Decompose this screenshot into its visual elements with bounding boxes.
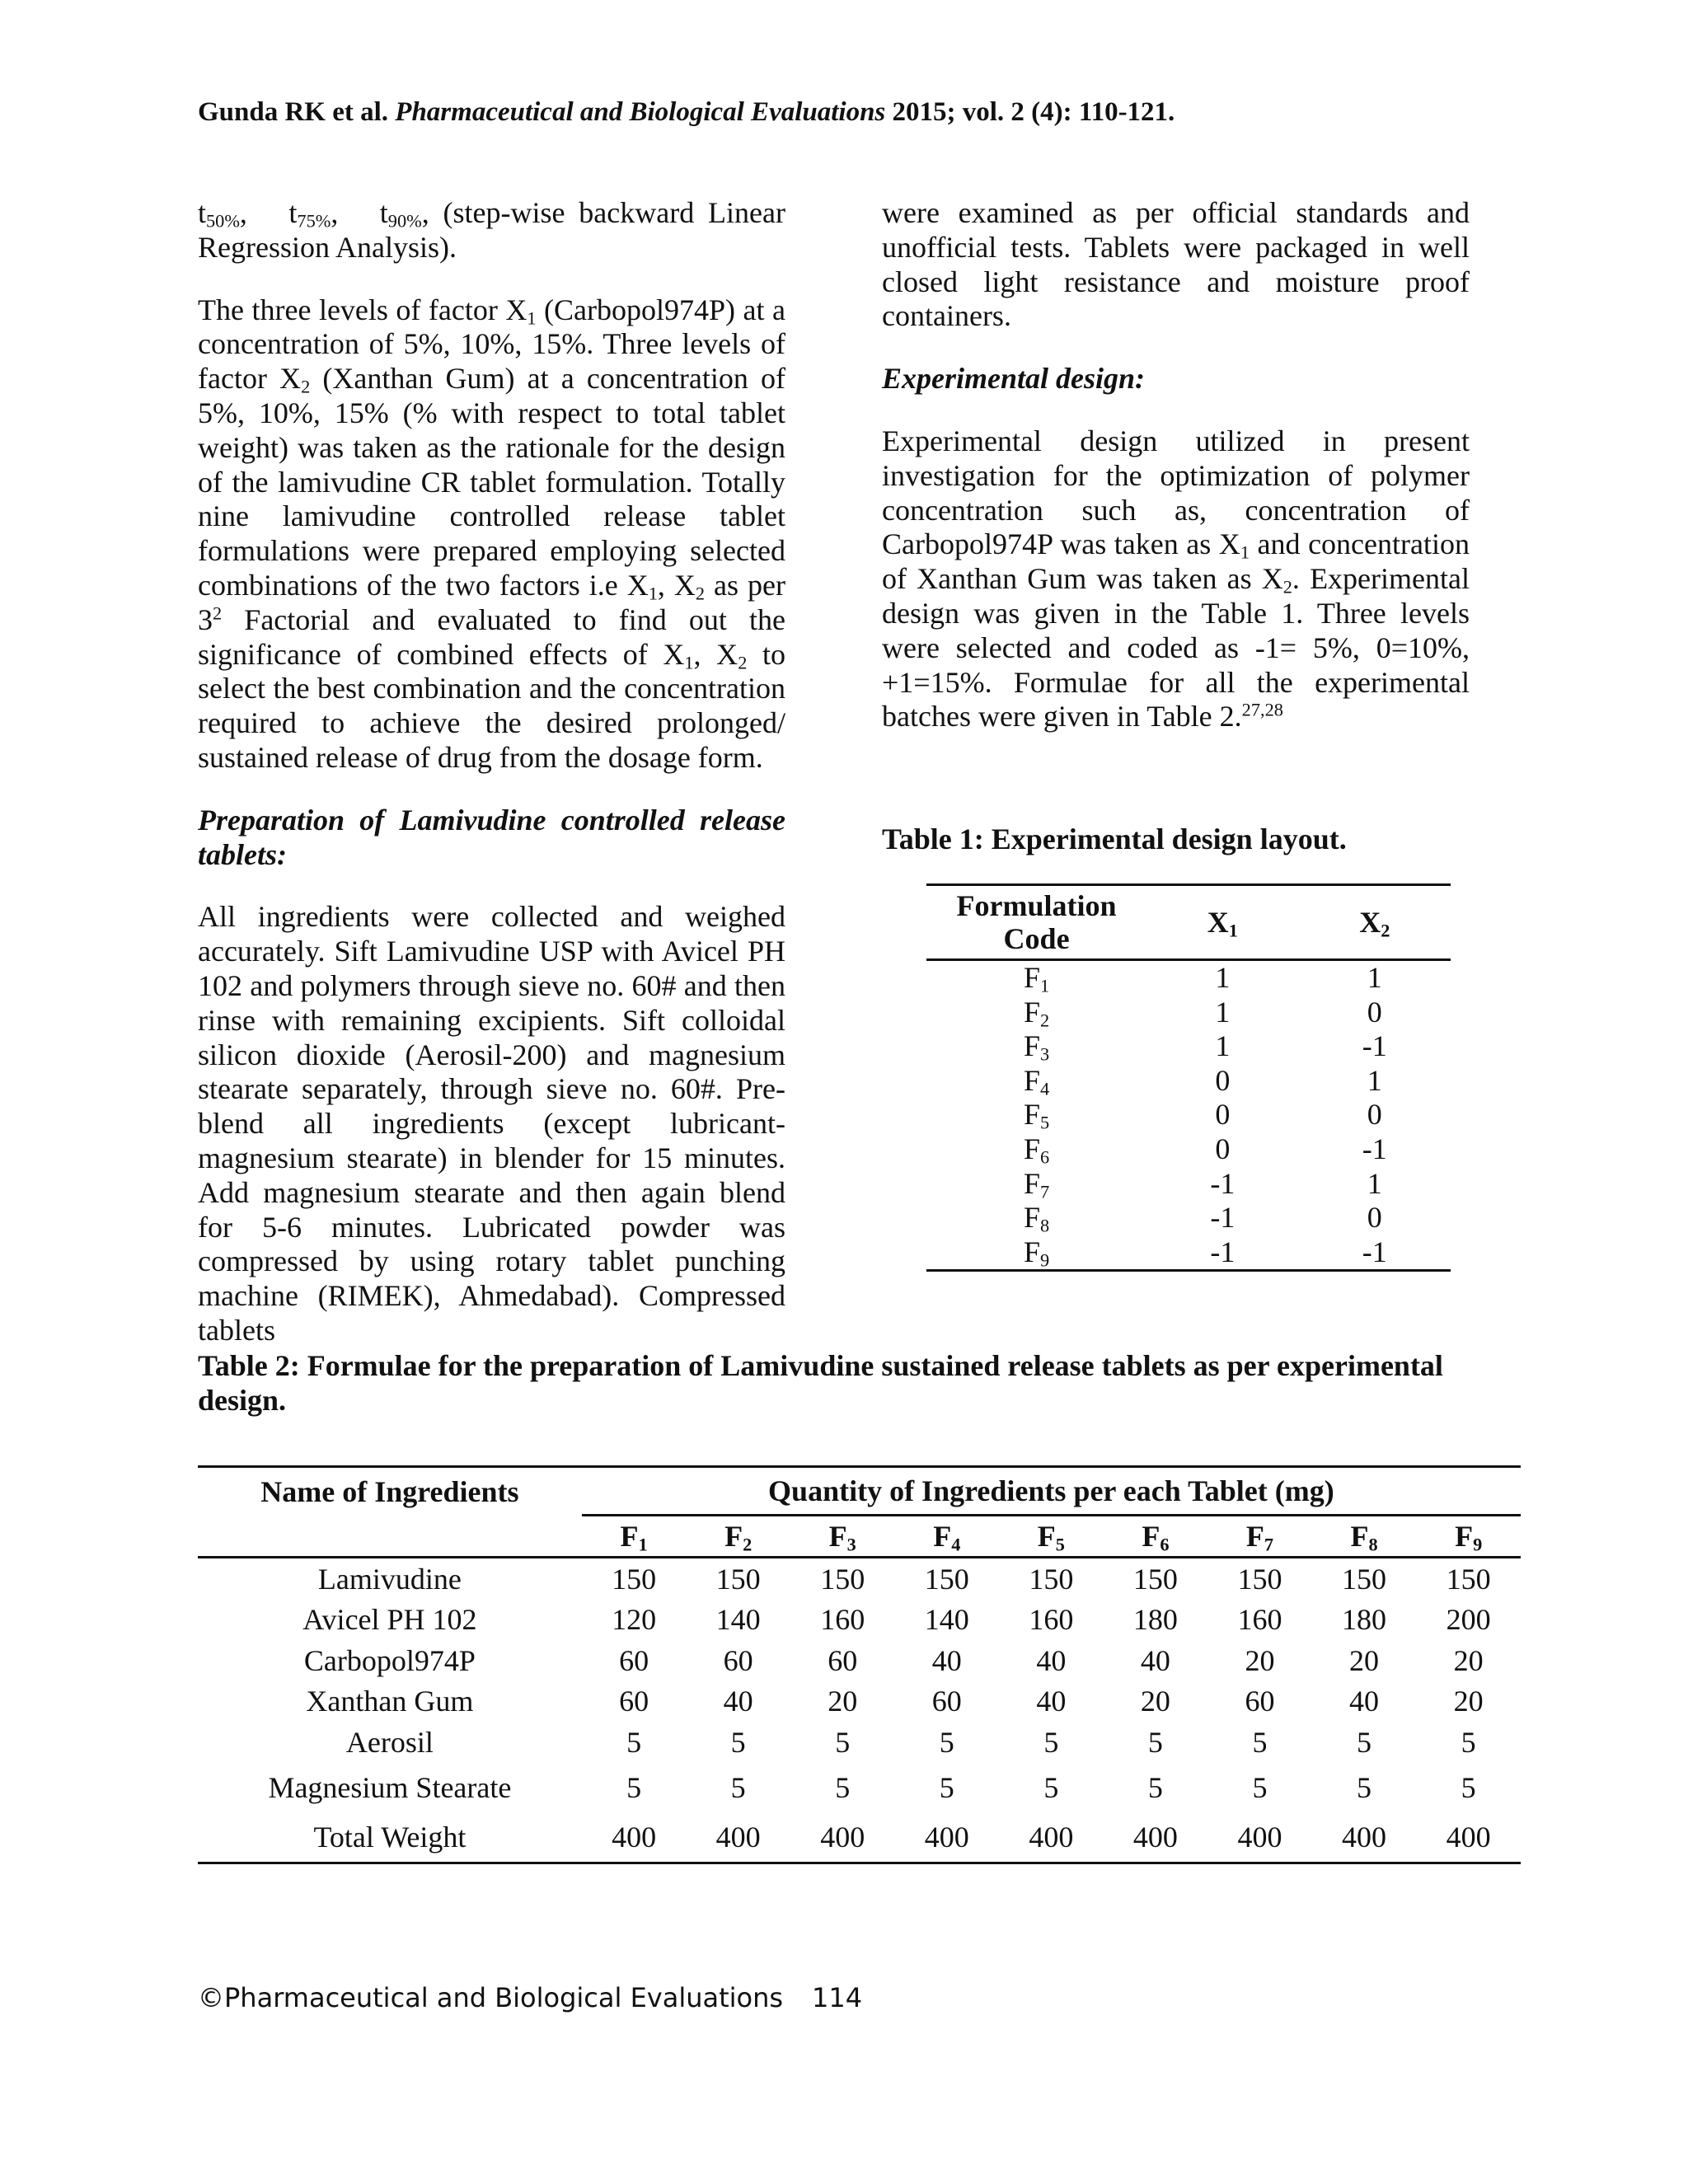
table2-cell-quantity: 150: [820, 1562, 865, 1596]
table1-cell-x1: 1: [1215, 1029, 1231, 1063]
paragraph-factor-levels: The three levels of factor $X_1$ (Carbopol974P) at a concentration of 5%, 10%, 15%. Three levels of factor $X_2$ (Xanthan Gum) at a concentration of 5%, 10%, 15% (% with respect to total tablet weight) was taken as the rationale for the design of the lamivudine CR tablet formulation. Totally nine lamivudine controlled release tablet formulations were prepared employing selected combinations of the two factors i.e $X_1$, $X_2$ as per $3^2$ Factorial and evaluated to find out the significance of combined effects of $X_1$, $X_2$ to select the best combination and the concentration required to achieve the desired prolonged/ sustained release of drug from the dosage form.: [198, 293, 786, 774]
table2-cell-quantity: 400: [612, 1820, 657, 1854]
table2-cell-ingredient: Carbopol974P: [303, 1643, 476, 1677]
table1-cell-x1: 1: [1215, 995, 1231, 1029]
table2-formulae: [198, 1465, 1521, 1864]
table2-cell-quantity: 150: [1342, 1562, 1387, 1596]
table2-row: [198, 1600, 1521, 1641]
header-journal: Pharmaceutical and Biological Evaluations: [395, 97, 886, 127]
table1-cell-x1: 0: [1215, 1132, 1231, 1165]
table2-cell-quantity: 150: [612, 1562, 657, 1596]
table2-cell-quantity: 160: [1029, 1603, 1074, 1637]
table2-cell-quantity: 400: [1237, 1820, 1282, 1854]
table2-cell-quantity: 5: [1357, 1725, 1372, 1759]
table1-row: [926, 960, 1451, 996]
table2-cell-quantity: 150: [1132, 1562, 1178, 1596]
table2-cell-quantity: 40: [723, 1685, 753, 1718]
table2-row: [198, 1558, 1521, 1600]
table1-row: [926, 1167, 1451, 1202]
table2-header-formulation: $F_2$: [724, 1520, 753, 1555]
table1-cell-code: $F_3$: [1023, 1029, 1050, 1065]
table1-row: [926, 1235, 1451, 1271]
page-number: 114: [812, 1982, 863, 2013]
table2-cell-quantity: 400: [1029, 1820, 1074, 1854]
table1-cell-code: $F_4$: [1023, 1063, 1050, 1099]
table1-row: [926, 1132, 1451, 1167]
table2-row: [198, 1681, 1521, 1722]
paragraph-examination: were examined as per official standards and unofficial tests. Tablets were packaged in well closed light resistance and moisture proof containers.: [882, 196, 1470, 333]
table1-cell-x2: 0: [1367, 995, 1382, 1029]
table2-cell-quantity: 140: [715, 1603, 761, 1637]
table2-cell-quantity: 5: [1461, 1725, 1476, 1759]
table1-cell-x1: 0: [1215, 1063, 1231, 1097]
table2-row: [198, 1722, 1521, 1763]
paragraph-experimental-design: Experimental design utilized in present investigation for the optimization of polymer concentration such as, concentration of Carbopol974P was taken as $X_1$ and concentration of Xanthan Gum was taken as $X_2$. Experimental design was given in the Table 1. Three levels were selected and coded as -1= 5%, 0=10%, +1=15%. Formulae for all the experimental batches were given in Table 2.$^{27,28}$: [882, 424, 1470, 733]
table2-cell-quantity: 400: [1342, 1820, 1387, 1854]
table1-cell-x2: -1: [1362, 1235, 1387, 1268]
table2-cell-quantity: 60: [1245, 1685, 1275, 1718]
table2-cell-quantity: 5: [1252, 1725, 1268, 1759]
paragraph-regression: $t_{50\%}$, $t_{75\%}$, $t_{90\%}$, (step-wise backward Linear Regression Analysis).: [198, 196, 785, 264]
table2-cell-quantity: 40: [931, 1643, 962, 1677]
section-heading-experimental-design: Experimental design:: [882, 362, 1146, 396]
table1-cell-code: $F_1$: [1023, 961, 1050, 996]
table1-cell-code: $F_2$: [1023, 995, 1050, 1031]
table1-cell-x1: 0: [1215, 1098, 1231, 1132]
table1-caption: Table 1: Experimental design layout.: [882, 823, 1347, 855]
table2-header-formulation: $F_6$: [1142, 1520, 1170, 1555]
table2-cell-quantity: 400: [924, 1820, 969, 1854]
table2-cell-quantity: 20: [1453, 1643, 1484, 1677]
table1-cell-x1: -1: [1210, 1201, 1236, 1235]
table2-cell-quantity: 180: [1342, 1603, 1387, 1637]
table2-cell-quantity: 5: [1043, 1725, 1059, 1759]
right-column: [882, 196, 1470, 762]
table2-cell-quantity: 150: [1237, 1562, 1282, 1596]
table1-cell-x2: -1: [1362, 1132, 1387, 1165]
table1-cell-code: $F_6$: [1023, 1132, 1050, 1168]
table1-cell-x2: 1: [1367, 1063, 1382, 1097]
table1-row: [926, 1098, 1451, 1132]
table2-cell-quantity: 5: [939, 1725, 954, 1759]
table1-cell-code: $F_8$: [1023, 1201, 1050, 1236]
table2-header-formulation: $F_7$: [1245, 1520, 1274, 1555]
table1-cell-x2: 1: [1367, 961, 1382, 994]
table2-cell-ingredient: Total Weight: [313, 1820, 467, 1854]
table2-cell-quantity: 200: [1446, 1603, 1491, 1637]
table1-cell-x2: -1: [1362, 1029, 1387, 1063]
table2-cell-quantity: 5: [1147, 1770, 1163, 1804]
table2-caption: Table 2: Formulae for the preparation of Lamivudine sustained release tablets as per experimental design.: [198, 1349, 1443, 1417]
table2-row: [198, 1812, 1521, 1863]
table2-header-formulation: $F_3$: [828, 1520, 856, 1555]
table2-cell-quantity: 5: [1357, 1770, 1372, 1804]
table2-cell-quantity: 180: [1132, 1603, 1178, 1637]
table2-cell-quantity: 150: [1446, 1562, 1491, 1596]
table2-cell-ingredient: Magnesium Stearate: [268, 1770, 512, 1804]
table2-cell-quantity: 60: [619, 1643, 649, 1677]
table2-cell-quantity: 60: [723, 1643, 753, 1677]
table2-cell-quantity: 400: [1132, 1820, 1178, 1854]
table2-cell-ingredient: Xanthan Gum: [306, 1685, 474, 1718]
table2-cell-quantity: 40: [1036, 1685, 1067, 1718]
table2-cell-quantity: 20: [1140, 1685, 1170, 1718]
table2-header-formulation: $F_9$: [1455, 1520, 1483, 1555]
table1-row: [926, 1029, 1451, 1064]
table2-cell-quantity: 40: [1140, 1643, 1170, 1677]
section-heading-preparation: Preparation of Lamivudine controlled release tablets:: [198, 803, 785, 871]
table2-cell-quantity: 60: [828, 1643, 858, 1677]
paragraph-preparation: All ingredients were collected and weighed accurately. Sift Lamivudine USP with Avicel PH 102 and polymers through sieve no. 60# and then rinse with remaining excipients. Sift colloidal silicon dioxide (Aerosil-200) and magnesium stearate separately, through sieve no. 60#. Pre-blend all ingredients (except lubricant-magnesium stearate) in blender for 15 minutes. Add magnesium stearate and then again blend for 5-6 minutes. Lubricated powder was compressed by using rotary tablet punching machine (RIMEK), Ahmedabad). Compressed tablets: [198, 900, 785, 1347]
table2-cell-quantity: 150: [1029, 1562, 1074, 1596]
table2-cell-quantity: 5: [1147, 1725, 1163, 1759]
header-citation: 2015; vol. 2 (4): 110-121.: [892, 97, 1175, 127]
table1-row: [926, 1064, 1451, 1099]
table2-cell-quantity: 60: [619, 1685, 649, 1718]
table2-cell-quantity: 5: [835, 1725, 851, 1759]
table1-cell-x1: -1: [1210, 1166, 1236, 1200]
table2-header-formulation: $F_5$: [1037, 1520, 1065, 1555]
table2-cell-quantity: 5: [835, 1770, 851, 1804]
table2-header-formulation: $F_8$: [1350, 1520, 1378, 1555]
table2-cell-quantity: 20: [1245, 1643, 1275, 1677]
table1-cell-x2: 1: [1367, 1166, 1382, 1200]
table2-cell-quantity: 20: [1453, 1685, 1484, 1718]
table2-cell-quantity: 5: [1043, 1770, 1059, 1804]
table1-row: [926, 1201, 1451, 1235]
table2-cell-quantity: 5: [1461, 1770, 1476, 1804]
table2-cell-quantity: 5: [626, 1770, 642, 1804]
table2-header-formulation: $F_4$: [933, 1520, 961, 1555]
table1-cell-code: $F_9$: [1023, 1235, 1050, 1271]
table2-cell-quantity: 40: [1349, 1685, 1380, 1718]
header-authors: Gunda RK et al.: [198, 97, 389, 127]
table2-cell-quantity: 150: [924, 1562, 969, 1596]
table1-cell-x2: 0: [1367, 1098, 1382, 1132]
table2-cell-quantity: 5: [730, 1725, 746, 1759]
table2-cell-quantity: 400: [820, 1820, 865, 1854]
left-column: [198, 196, 785, 1376]
table1-row: [926, 996, 1451, 1030]
table2-cell-quantity: 20: [828, 1685, 858, 1718]
table1-cell-x2: 0: [1367, 1201, 1382, 1235]
table2-cell-quantity: 60: [931, 1685, 962, 1718]
table1-cell-code: $F_5$: [1023, 1098, 1050, 1133]
table2-cell-ingredient: Avicel PH 102: [302, 1603, 477, 1637]
table2-row: [198, 1763, 1521, 1812]
table2-cell-ingredient: Lamivudine: [317, 1562, 462, 1596]
table2-cell-quantity: 400: [715, 1820, 761, 1854]
table2-cell-ingredient: Aerosil: [345, 1725, 434, 1759]
footer-copyright: ©Pharmaceutical and Biological Evaluations: [198, 1982, 784, 2013]
table1-header-x2: $X_2$: [1359, 906, 1390, 941]
table2-header-empty: [198, 1516, 582, 1558]
table2-cell-quantity: 160: [1237, 1603, 1282, 1637]
table2-cell-quantity: 5: [939, 1770, 954, 1804]
table1-experimental-design: [926, 883, 1451, 1272]
table1-cell-x1: -1: [1210, 1235, 1236, 1268]
table2-cell-quantity: 40: [1036, 1643, 1067, 1677]
table1-cell-code: $F_7$: [1023, 1166, 1050, 1202]
table2-row: [198, 1640, 1521, 1681]
table2-cell-quantity: 160: [820, 1603, 865, 1637]
table2-cell-quantity: 5: [1252, 1770, 1268, 1804]
table2-header-quantity: Quantity of Ingredients per each Tablet (mg): [582, 1467, 1521, 1516]
table2-cell-quantity: 5: [730, 1770, 746, 1804]
running-header: [198, 97, 1175, 128]
table2-cell-quantity: 400: [1446, 1820, 1491, 1854]
table2-header-name: Name of Ingredients: [260, 1474, 519, 1508]
table2-cell-quantity: 120: [612, 1603, 657, 1637]
table2-cell-quantity: 140: [924, 1603, 969, 1637]
table2-header-formulation: $F_1$: [620, 1520, 648, 1555]
table1-header-x1: $X_1$: [1207, 906, 1238, 941]
table1-cell-x1: 1: [1215, 961, 1231, 994]
table2-cell-quantity: 5: [626, 1725, 642, 1759]
table2-cell-quantity: 150: [715, 1562, 761, 1596]
table2-cell-quantity: 20: [1349, 1643, 1380, 1677]
table1-header-code: Formulation Code: [956, 889, 1117, 955]
